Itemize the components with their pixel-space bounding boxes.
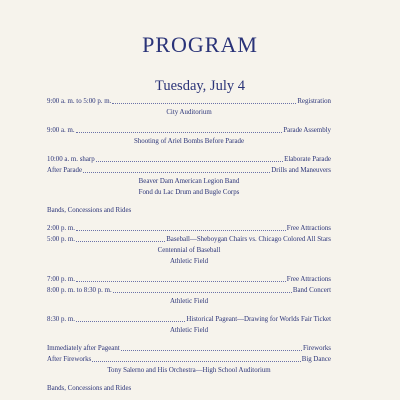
event-detail: Athletic Field (169, 327, 209, 334)
time-label: 9:00 a. m. (47, 127, 75, 134)
time-label: After Parade (47, 167, 83, 174)
spacer (47, 198, 331, 205)
event-detail: Beaver Dam American Legion Band (138, 178, 240, 185)
dot-leader (113, 291, 292, 293)
event-detail: Athletic Field (169, 298, 209, 305)
event-label: Band Concert (292, 287, 331, 294)
time-label: 2:00 p. m. (47, 225, 75, 232)
event-label: Elaborate Parade (284, 156, 331, 163)
spacer (47, 307, 331, 314)
page-title: PROGRAM (142, 32, 258, 57)
dot-leader (76, 280, 286, 282)
spacer (47, 147, 331, 154)
time-label: After Fireworks (47, 356, 92, 363)
dot-leader (76, 240, 165, 242)
schedule-row (47, 234, 331, 245)
event-label: Registration (297, 98, 331, 105)
schedule-row (47, 343, 331, 354)
dot-leader (76, 229, 286, 231)
time-label: 7:00 p. m. (47, 276, 75, 283)
spacer (47, 376, 331, 383)
dot-leader (76, 131, 283, 133)
schedule-row (47, 314, 331, 325)
spacer (47, 216, 331, 223)
event-label: Historical Pageant—Drawing for Worlds Fair Ticket (186, 316, 331, 323)
event-detail: Tony Salerno and His Orchestra—High School Auditorium (107, 367, 271, 374)
event-label: Fireworks (303, 345, 331, 352)
event-label: Baseball—Sheboygan Chairs vs. Chicago Colored All Stars (166, 236, 331, 243)
dot-leader (112, 102, 296, 104)
time-label: 5:00 p. m. (47, 236, 75, 243)
dot-leader (92, 360, 301, 362)
schedule-row (47, 125, 331, 136)
time-label: 8:30 p. m. (47, 316, 75, 323)
schedule-row (47, 223, 331, 234)
event-detail: City Auditorium (166, 109, 212, 116)
time-label: Immediately after Pageant (47, 345, 120, 352)
schedule-row (47, 354, 331, 365)
schedule-row (47, 274, 331, 285)
dot-leader (96, 160, 283, 162)
event-detail: Shooting of Ariel Bombs Before Parade (133, 138, 245, 145)
spacer (47, 267, 331, 274)
time-label: 10:00 a. m. sharp (47, 156, 95, 163)
event-label: Parade Assembly (283, 127, 331, 134)
event-detail: Athletic Field (169, 258, 209, 265)
dot-leader (121, 349, 302, 351)
dot-leader (83, 171, 270, 173)
schedule-row (47, 154, 331, 165)
general-note: Bands, Concessions and Rides (47, 385, 132, 392)
dot-leader (76, 320, 185, 322)
event-label: Free Attractions (286, 225, 331, 232)
spacer (47, 336, 331, 343)
schedule-row (47, 96, 331, 107)
time-label: 8:00 p. m. to 8:30 p. m. (47, 287, 112, 294)
event-detail: Fond du Lac Drum and Bugle Corps (138, 189, 240, 196)
time-label: 9:00 a. m. to 5:00 p. m. (47, 98, 112, 105)
event-detail: Centennial of Baseball (157, 247, 221, 254)
spacer (47, 118, 331, 125)
schedule-list (47, 96, 331, 394)
general-note: Bands, Concessions and Rides (47, 207, 132, 214)
event-label: Free Attractions (286, 276, 331, 283)
schedule-row (47, 285, 331, 296)
event-label: Drills and Maneuvers (271, 167, 331, 174)
schedule-row (47, 165, 331, 176)
day-heading: Tuesday, July 4 (155, 78, 245, 94)
event-label: Big Dance (301, 356, 331, 363)
